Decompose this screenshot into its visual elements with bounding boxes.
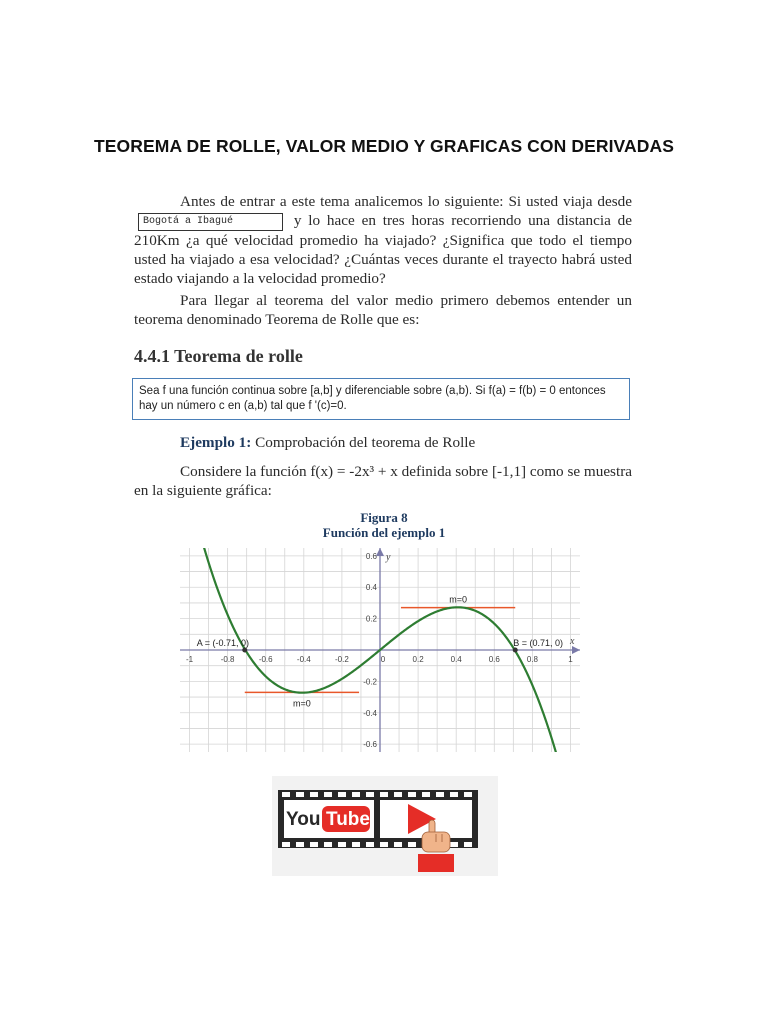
youtube-logo-you: You [286, 809, 321, 830]
x-tick-label: 0.8 [526, 655, 538, 664]
third-paragraph-text: Considere la función f(x) = -2x³ + x definida sobre [-1,1] como se muestra en la siguiente gráfica: [134, 463, 632, 499]
x-tick-label: 0.6 [488, 655, 500, 664]
y-tick-label: -0.6 [363, 740, 377, 750]
youtube-video-link[interactable] [272, 776, 498, 876]
sprocket-hole [310, 842, 318, 847]
intro-text-1: Antes de entrar a este tema analicemos lo siguiente: Si usted viaja desde [180, 193, 632, 210]
root-point-label: A = (-0.71, 0) [196, 638, 250, 648]
function-graph [180, 548, 580, 752]
sprocket-hole [436, 792, 444, 797]
sprocket-hole [394, 792, 402, 797]
sprocket-hole [338, 792, 346, 797]
x-axis-label: x [570, 636, 575, 647]
root-point [513, 648, 518, 653]
root-point [242, 648, 247, 653]
y-tick-label: 0.2 [365, 614, 377, 624]
section-title: 4.4.1 Teorema de rolle [134, 346, 303, 366]
sprocket-hole [450, 792, 458, 797]
intro-text-2: y lo hace en tres horas recorriendo una distancia de 210Km ¿a qué velocidad promedio ha viajado? ¿Significa que todo el tiempo usted ha viajado a esa velocidad? ¿Cuántas veces durante el trayecto habrá usted estado viajando a la velocidad promedio? [134, 212, 632, 287]
x-tick-label: -1 [185, 655, 194, 664]
third-paragraph [134, 462, 632, 500]
youtube-logo-tube: Tube [326, 809, 370, 830]
example-heading [180, 434, 475, 452]
y-tick-label: -0.2 [363, 677, 377, 687]
sprocket-hole [296, 842, 304, 847]
sprocket-hole [450, 842, 458, 847]
sprocket-hole [408, 792, 416, 797]
sprocket-hole [422, 792, 430, 797]
y-axis-arrow [376, 548, 384, 556]
sprocket-hole [394, 842, 402, 847]
x-axis-arrow [572, 646, 580, 654]
sprocket-hole [296, 792, 304, 797]
y-tick-label: 0.6 [365, 551, 377, 561]
figure-caption: Figura 8 [360, 510, 408, 525]
sprocket-hole [408, 842, 416, 847]
sprocket-hole [282, 842, 290, 847]
sprocket-hole [324, 792, 332, 797]
second-paragraph [134, 291, 632, 329]
sprocket-hole [324, 842, 332, 847]
sprocket-hole [282, 792, 290, 797]
sprocket-hole [464, 842, 472, 847]
page-title: TEOREMA DE ROLLE, VALOR MEDIO Y GRAFICAS CON DERIVADAS [93, 136, 675, 156]
tangent-label: m=0 [293, 698, 311, 709]
x-tick-label: 0.2 [412, 655, 424, 664]
sprocket-hole [352, 842, 360, 847]
sprocket-hole [380, 792, 388, 797]
figure-subtitle: Función del ejemplo 1 [322, 525, 446, 540]
example-text: Comprobación del teorema de Rolle [255, 434, 476, 451]
tangent-label: m=0 [449, 594, 467, 605]
sprocket-hole [380, 842, 388, 847]
x-tick-label: 1 [568, 655, 573, 664]
root-point-label: B = (0.71, 0) [513, 638, 564, 648]
origin-destination-input[interactable]: Bogotá a Ibagué [138, 213, 283, 231]
y-tick-label: 0.4 [365, 583, 377, 593]
y-axis-label: y [386, 552, 391, 563]
definition-box: Sea f una función continua sobre [a,b] y diferenciable sobre (a,b). Si f(a) = f(b) = 0 entonces hay un número c en (a,b) tal que f '(c)=0. [132, 378, 630, 420]
sprocket-hole [366, 842, 374, 847]
sprocket-hole [310, 792, 318, 797]
intro-paragraph [134, 192, 632, 288]
sprocket-hole [366, 792, 374, 797]
x-tick-label: -0.8 [220, 655, 235, 664]
x-tick-label: -0.6 [258, 655, 273, 664]
x-tick-label: -0.4 [296, 655, 311, 664]
x-tick-label: 0 [380, 655, 386, 664]
y-tick-label: -0.4 [363, 708, 377, 718]
sprocket-hole [352, 792, 360, 797]
sprocket-hole [464, 792, 472, 797]
sprocket-hole [338, 842, 346, 847]
x-tick-label: -0.2 [335, 655, 349, 664]
example-label: Ejemplo 1: [180, 434, 252, 451]
x-tick-label: 0.4 [450, 655, 462, 664]
second-paragraph-text: Para llegar al teorema del valor medio primero debemos entender un teorema denominado Teorema de Rolle que es: [134, 292, 632, 328]
